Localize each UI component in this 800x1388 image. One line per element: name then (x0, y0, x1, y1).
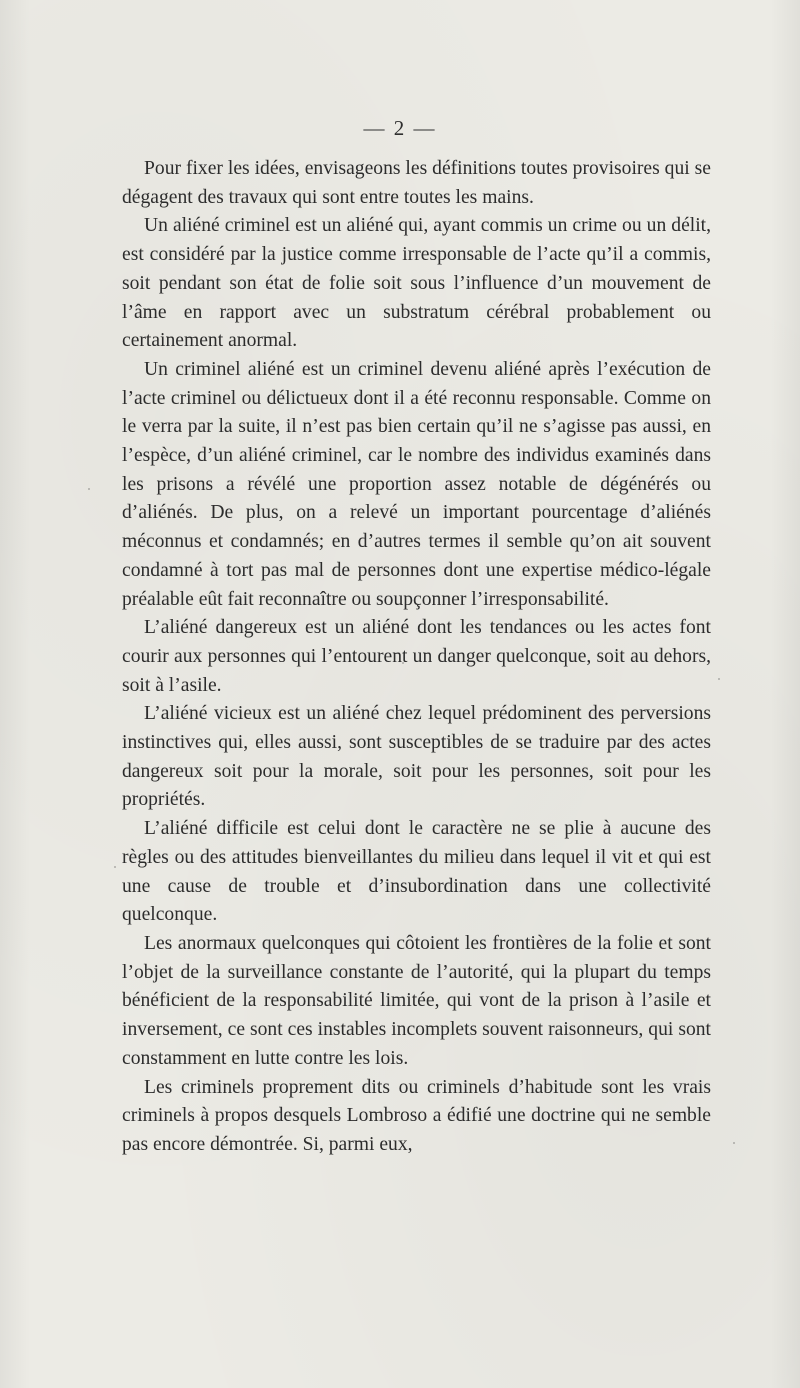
paragraph-criminal-alienated: Un criminel aliéné est un criminel devenu aliéné après l’exécution de l’acte criminel ou délictueux dont il a été reconnu responsable. Comme on le verra par la suite, il n’est pas bien certain qu’il ne s’agisse pas aussi, en l’espèce, d’un aliéné criminel, car le nombre des individus examinés dans les prisons a révélé une proportion assez notable de dégénérés ou d’aliénés. De plus, on a relevé un important pourcentage d’aliénés méconnus et condamnés; en d’autres termes il semble qu’on ait souvent condamné à tort pas mal de personnes dont une expertise médico-légale préalable eût fait reconnaître ou soupçonner l’irresponsabilité. (122, 358, 711, 610)
paragraph-intro: Pour fixer les idées, envisageons les définitions toutes provisoires qui se dégagent des travaux qui sont entre toutes les mains. (122, 158, 711, 208)
paragraph-dangerous-alienated: L’aliéné dangereux est un aliéné dont les tendances ou les actes font courir aux personnes qui l’entourent un danger quelconque, soit au dehors, soit à l’asile. (122, 617, 711, 696)
paragraph-vicious-alienated: L’aliéné vicieux est un aliéné chez lequel prédominent des perversions instinctives qui, elles aussi, sont susceptibles de se traduire par des actes dangereux soit pour la morale, soit pour les personnes, soit pour les propriétés. (122, 703, 711, 811)
page-number: — 2 — (363, 116, 437, 140)
paper-speck (402, 662, 404, 664)
paragraph-abnormals: Les anormaux quelconques qui côtoient les frontières de la folie et sont l’objet de la surveillance constante de l’autorité, qui la plupart du temps bénéficient de la responsabilité limitée, qui vont de la prison à l’asile et inversement, ce sont ces instables incomplets souvent raisonneurs, qui sont constamment en lutte contre les lois. (122, 932, 711, 1069)
paper-speck (718, 678, 720, 680)
paragraph-alienated-criminal: Un aliéné criminel est un aliéné qui, ayant commis un crime ou un délit, est considéré par la justice comme irresponsable de l’acte qu’il a commis, soit pendant son état de folie soit sous l’influence d’un mouvement de l’âme en rapport avec un substratum cérébral probablement ou certainement anormal. (122, 215, 711, 352)
paragraph-criminals-proper: Les criminels proprement dits ou criminels d’habitude sont les vrais criminels à propos desquels Lombroso a édifié une doctrine qui ne semble pas encore démontrée. Si, parmi eux, (122, 1076, 711, 1155)
paper-speck (114, 866, 116, 868)
paper-speck (88, 488, 90, 490)
body-text (122, 155, 711, 1160)
paper-speck (733, 1142, 735, 1144)
paragraph-difficult-alienated: L’aliéné difficile est celui dont le caractère ne se plie à aucune des règles ou des attitudes bienveillantes du milieu dans lequel il vit et qui est une cause de trouble et d’insubordination dans une collectivité quelconque. (122, 818, 711, 926)
